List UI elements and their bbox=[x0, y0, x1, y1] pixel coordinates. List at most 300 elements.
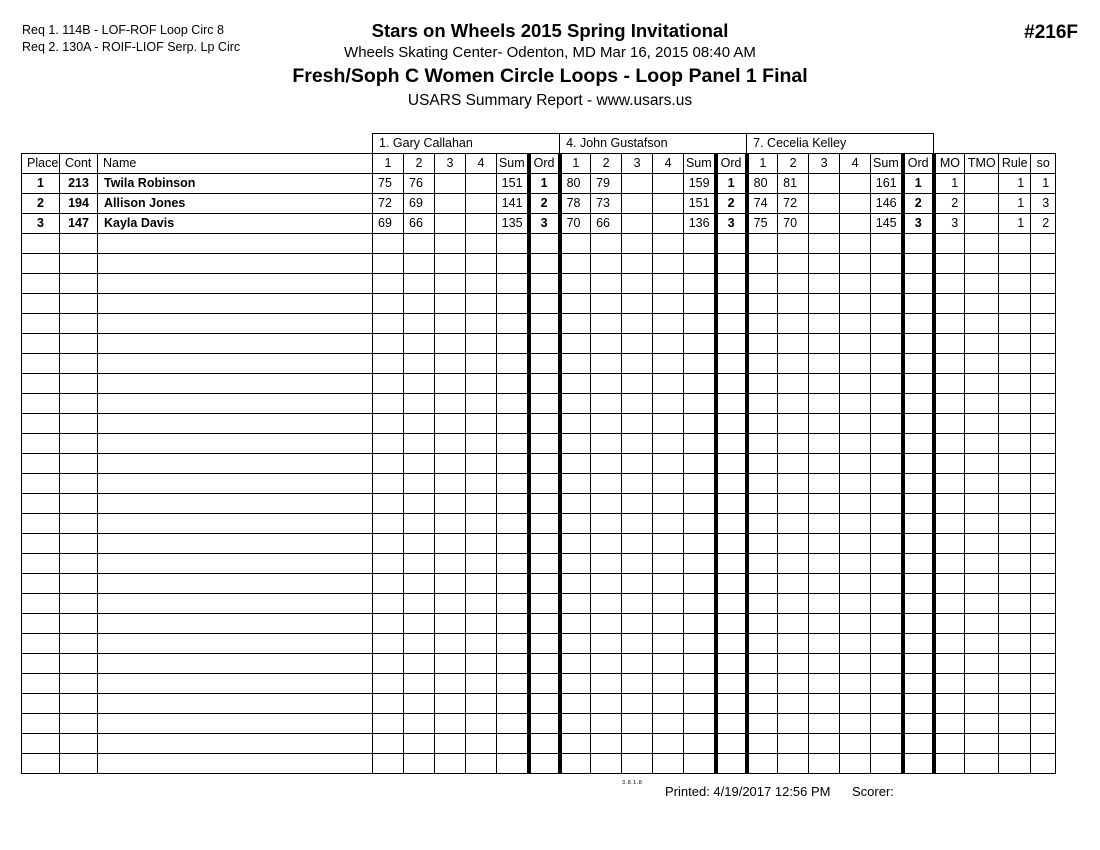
cell-blank bbox=[22, 714, 60, 734]
cell-blank bbox=[60, 654, 98, 674]
cell-j3-score-3 bbox=[809, 174, 840, 194]
cell-blank bbox=[373, 534, 404, 554]
cell-blank bbox=[560, 354, 591, 374]
cell-blank bbox=[404, 434, 435, 454]
cell-blank bbox=[778, 714, 809, 734]
cell-blank bbox=[560, 454, 591, 474]
cell-blank bbox=[716, 414, 747, 434]
header-cont: Cont bbox=[60, 154, 98, 174]
cell-blank bbox=[22, 754, 60, 774]
cell-blank bbox=[529, 694, 560, 714]
cell-blank bbox=[22, 274, 60, 294]
cell-blank bbox=[373, 434, 404, 454]
cell-blank bbox=[591, 494, 622, 514]
scorer-label: Scorer: bbox=[852, 784, 894, 799]
cell-blank bbox=[778, 354, 809, 374]
cell-blank bbox=[965, 334, 999, 354]
cell-blank bbox=[60, 234, 98, 254]
cell-blank bbox=[497, 514, 529, 534]
cell-blank bbox=[653, 534, 684, 554]
cell-blank bbox=[934, 734, 965, 754]
cell-blank bbox=[903, 454, 934, 474]
cell-blank bbox=[871, 614, 903, 634]
cell-blank bbox=[98, 314, 373, 334]
cell-blank bbox=[373, 474, 404, 494]
cell-blank bbox=[529, 534, 560, 554]
cell-blank bbox=[871, 434, 903, 454]
cell-tmo bbox=[965, 194, 999, 214]
cell-blank bbox=[404, 234, 435, 254]
table-row-blank bbox=[22, 574, 1056, 594]
cell-blank bbox=[529, 574, 560, 594]
cell-blank bbox=[871, 534, 903, 554]
cell-blank bbox=[778, 594, 809, 614]
cell-blank bbox=[840, 734, 871, 754]
cell-blank bbox=[716, 374, 747, 394]
cell-blank bbox=[1031, 474, 1056, 494]
cell-blank bbox=[716, 314, 747, 334]
cell-blank bbox=[903, 734, 934, 754]
build-id: 3.8.1.8 bbox=[622, 780, 643, 786]
cell-blank bbox=[684, 554, 716, 574]
cell-blank bbox=[98, 714, 373, 734]
cell-tmo bbox=[965, 214, 999, 234]
cell-blank bbox=[871, 654, 903, 674]
cell-place: 3 bbox=[22, 214, 60, 234]
cell-blank bbox=[497, 314, 529, 334]
cell-j2-score-4 bbox=[653, 214, 684, 234]
cell-blank bbox=[903, 674, 934, 694]
cell-blank bbox=[466, 434, 497, 454]
cell-blank bbox=[809, 574, 840, 594]
cell-blank bbox=[778, 574, 809, 594]
cell-blank bbox=[497, 574, 529, 594]
cell-blank bbox=[22, 314, 60, 334]
cell-blank bbox=[999, 414, 1031, 434]
cell-blank bbox=[716, 554, 747, 574]
cell-blank bbox=[1031, 654, 1056, 674]
cell-blank bbox=[560, 474, 591, 494]
cell-j1-score-2: 76 bbox=[404, 174, 435, 194]
cell-blank bbox=[60, 374, 98, 394]
requirements-block bbox=[22, 22, 240, 56]
cell-blank bbox=[466, 634, 497, 654]
cell-blank bbox=[716, 574, 747, 594]
cell-blank bbox=[466, 554, 497, 574]
judge-name-3: 7. Cecelia Kelley bbox=[747, 134, 934, 154]
cell-blank bbox=[466, 314, 497, 334]
cell-blank bbox=[373, 594, 404, 614]
cell-j2-ord: 1 bbox=[716, 174, 747, 194]
cell-blank bbox=[497, 534, 529, 554]
cell-blank bbox=[903, 334, 934, 354]
cell-blank bbox=[747, 654, 778, 674]
cell-blank bbox=[560, 574, 591, 594]
cell-blank bbox=[435, 274, 466, 294]
cell-blank bbox=[934, 594, 965, 614]
header-rule: Rule bbox=[999, 154, 1031, 174]
table-row-blank bbox=[22, 374, 1056, 394]
cell-blank bbox=[747, 474, 778, 494]
cell-blank bbox=[809, 674, 840, 694]
cell-blank bbox=[497, 734, 529, 754]
cell-blank bbox=[840, 434, 871, 454]
cell-blank bbox=[684, 334, 716, 354]
cell-blank bbox=[466, 654, 497, 674]
cell-blank bbox=[591, 574, 622, 594]
cell-blank bbox=[622, 614, 653, 634]
cell-blank bbox=[560, 754, 591, 774]
cell-blank bbox=[497, 274, 529, 294]
cell-j3-ord: 1 bbox=[903, 174, 934, 194]
cell-blank bbox=[1031, 574, 1056, 594]
header-so: so bbox=[1031, 154, 1056, 174]
cell-j2-score-4 bbox=[653, 194, 684, 214]
cell-blank bbox=[903, 594, 934, 614]
cell-blank bbox=[435, 734, 466, 754]
cell-blank bbox=[404, 614, 435, 634]
cell-blank bbox=[622, 754, 653, 774]
cell-blank bbox=[373, 554, 404, 574]
cell-blank bbox=[684, 394, 716, 414]
cell-blank bbox=[560, 334, 591, 354]
cell-blank bbox=[373, 334, 404, 354]
cell-blank bbox=[404, 454, 435, 474]
header-mo: MO bbox=[934, 154, 965, 174]
cell-blank bbox=[778, 514, 809, 534]
cell-blank bbox=[404, 334, 435, 354]
cell-blank bbox=[840, 394, 871, 414]
cell-blank bbox=[965, 534, 999, 554]
cell-j3-ord: 3 bbox=[903, 214, 934, 234]
cell-blank bbox=[560, 274, 591, 294]
cell-blank bbox=[871, 334, 903, 354]
cell-blank bbox=[716, 694, 747, 714]
cell-blank bbox=[747, 454, 778, 474]
cell-blank bbox=[965, 434, 999, 454]
cell-blank bbox=[778, 754, 809, 774]
table-row-blank bbox=[22, 494, 1056, 514]
cell-blank bbox=[965, 314, 999, 334]
cell-blank bbox=[809, 634, 840, 654]
table-row-blank bbox=[22, 474, 1056, 494]
cell-blank bbox=[373, 454, 404, 474]
cell-blank bbox=[98, 394, 373, 414]
cell-blank bbox=[809, 254, 840, 274]
cell-blank bbox=[778, 254, 809, 274]
cell-j2-ord: 2 bbox=[716, 194, 747, 214]
cell-blank bbox=[747, 394, 778, 414]
cell-blank bbox=[840, 254, 871, 274]
cell-blank bbox=[809, 694, 840, 714]
cell-blank bbox=[903, 494, 934, 514]
cell-blank bbox=[497, 374, 529, 394]
cell-blank bbox=[60, 434, 98, 454]
cell-blank bbox=[809, 654, 840, 674]
cell-blank bbox=[684, 674, 716, 694]
cell-j2-ord: 3 bbox=[716, 214, 747, 234]
cell-blank bbox=[716, 734, 747, 754]
cell-blank bbox=[591, 414, 622, 434]
cell-blank bbox=[404, 274, 435, 294]
cell-blank bbox=[1031, 534, 1056, 554]
cell-blank bbox=[965, 294, 999, 314]
cell-blank bbox=[497, 754, 529, 774]
cell-blank bbox=[529, 314, 560, 334]
cell-blank bbox=[684, 414, 716, 434]
cell-blank bbox=[60, 294, 98, 314]
cell-blank bbox=[60, 734, 98, 754]
cell-blank bbox=[529, 474, 560, 494]
cell-blank bbox=[591, 754, 622, 774]
cell-blank bbox=[684, 234, 716, 254]
cell-blank bbox=[98, 254, 373, 274]
table-row-blank bbox=[22, 334, 1056, 354]
cell-blank bbox=[747, 314, 778, 334]
cell-blank bbox=[778, 454, 809, 474]
cell-blank bbox=[466, 734, 497, 754]
cell-blank bbox=[871, 394, 903, 414]
cell-mo: 2 bbox=[934, 194, 965, 214]
cell-blank bbox=[404, 754, 435, 774]
cell-blank bbox=[778, 694, 809, 714]
table-row-blank bbox=[22, 234, 1056, 254]
cell-blank bbox=[965, 634, 999, 654]
cell-blank bbox=[747, 534, 778, 554]
cell-blank bbox=[466, 674, 497, 694]
cell-blank bbox=[778, 334, 809, 354]
cell-blank bbox=[404, 314, 435, 334]
cell-j3-sum: 161 bbox=[871, 174, 903, 194]
cell-blank bbox=[747, 694, 778, 714]
cell-blank bbox=[778, 434, 809, 454]
cell-blank bbox=[60, 554, 98, 574]
cell-blank bbox=[497, 254, 529, 274]
cell-blank bbox=[560, 534, 591, 554]
cell-blank bbox=[999, 634, 1031, 654]
cell-blank bbox=[435, 614, 466, 634]
table-row-blank bbox=[22, 454, 1056, 474]
cell-blank bbox=[871, 554, 903, 574]
cell-blank bbox=[22, 514, 60, 534]
cell-blank bbox=[778, 634, 809, 654]
cell-blank bbox=[404, 494, 435, 514]
cell-blank bbox=[497, 494, 529, 514]
judge-band-spacer-right bbox=[934, 134, 1056, 154]
cell-blank bbox=[716, 534, 747, 554]
cell-blank bbox=[653, 674, 684, 694]
cell-blank bbox=[373, 634, 404, 654]
cell-blank bbox=[435, 554, 466, 574]
cell-blank bbox=[529, 394, 560, 414]
cell-blank bbox=[903, 394, 934, 414]
cell-j1-score-3 bbox=[435, 174, 466, 194]
header-j1-score-2: 2 bbox=[404, 154, 435, 174]
report-subtitle: USARS Summary Report - www.usars.us bbox=[407, 92, 693, 109]
cell-blank bbox=[1031, 454, 1056, 474]
cell-blank bbox=[903, 554, 934, 574]
cell-blank bbox=[22, 554, 60, 574]
cell-blank bbox=[1031, 434, 1056, 454]
cell-blank bbox=[60, 474, 98, 494]
cell-blank bbox=[622, 234, 653, 254]
cell-blank bbox=[60, 634, 98, 654]
judge-band-spacer-left bbox=[22, 134, 373, 154]
cell-blank bbox=[373, 354, 404, 374]
cell-blank bbox=[466, 454, 497, 474]
cell-blank bbox=[747, 594, 778, 614]
cell-blank bbox=[871, 574, 903, 594]
cell-blank bbox=[903, 294, 934, 314]
cell-blank bbox=[871, 494, 903, 514]
cell-skater-name: Allison Jones bbox=[98, 194, 373, 214]
table-row-blank bbox=[22, 734, 1056, 754]
cell-blank bbox=[871, 314, 903, 334]
cell-blank bbox=[809, 274, 840, 294]
cell-blank bbox=[934, 434, 965, 454]
cell-blank bbox=[529, 454, 560, 474]
cell-blank bbox=[1031, 734, 1056, 754]
cell-blank bbox=[716, 334, 747, 354]
cell-blank bbox=[809, 234, 840, 254]
cell-blank bbox=[934, 314, 965, 334]
cell-blank bbox=[591, 434, 622, 454]
cell-blank bbox=[60, 614, 98, 634]
cell-blank bbox=[529, 254, 560, 274]
cell-j3-sum: 146 bbox=[871, 194, 903, 214]
cell-blank bbox=[965, 654, 999, 674]
cell-blank bbox=[965, 594, 999, 614]
cell-blank bbox=[373, 274, 404, 294]
cell-blank bbox=[497, 414, 529, 434]
cell-blank bbox=[435, 414, 466, 434]
cell-blank bbox=[591, 374, 622, 394]
cell-place: 2 bbox=[22, 194, 60, 214]
cell-blank bbox=[653, 574, 684, 594]
cell-place: 1 bbox=[22, 174, 60, 194]
cell-blank bbox=[22, 354, 60, 374]
cell-blank bbox=[903, 374, 934, 394]
table-row-blank bbox=[22, 674, 1056, 694]
cell-blank bbox=[999, 514, 1031, 534]
cell-blank bbox=[684, 274, 716, 294]
cell-blank bbox=[653, 314, 684, 334]
cell-blank bbox=[60, 254, 98, 274]
cell-blank bbox=[653, 514, 684, 534]
cell-j3-score-1: 74 bbox=[747, 194, 778, 214]
cell-blank bbox=[466, 374, 497, 394]
cell-blank bbox=[684, 514, 716, 534]
cell-blank bbox=[404, 394, 435, 414]
cell-blank bbox=[1031, 294, 1056, 314]
cell-blank bbox=[622, 474, 653, 494]
header-j1-score-4: 4 bbox=[466, 154, 497, 174]
cell-blank bbox=[1031, 714, 1056, 734]
cell-blank bbox=[809, 534, 840, 554]
cell-blank bbox=[1031, 694, 1056, 714]
header-j2-score-3: 3 bbox=[622, 154, 653, 174]
cell-blank bbox=[22, 234, 60, 254]
cell-blank bbox=[404, 674, 435, 694]
cell-blank bbox=[840, 374, 871, 394]
cell-blank bbox=[560, 494, 591, 514]
cell-blank bbox=[809, 374, 840, 394]
cell-blank bbox=[1031, 594, 1056, 614]
cell-blank bbox=[840, 674, 871, 694]
cell-skater-name: Twila Robinson bbox=[98, 174, 373, 194]
cell-blank bbox=[840, 594, 871, 614]
cell-blank bbox=[653, 594, 684, 614]
cell-blank bbox=[965, 514, 999, 534]
cell-blank bbox=[622, 294, 653, 314]
cell-blank bbox=[809, 734, 840, 754]
cell-blank bbox=[373, 614, 404, 634]
cell-blank bbox=[684, 574, 716, 594]
cell-blank bbox=[60, 594, 98, 614]
cell-blank bbox=[22, 254, 60, 274]
cell-blank bbox=[373, 314, 404, 334]
cell-blank bbox=[965, 734, 999, 754]
cell-blank bbox=[435, 514, 466, 534]
cell-blank bbox=[653, 694, 684, 714]
cell-blank bbox=[747, 334, 778, 354]
header-j3-score-3: 3 bbox=[809, 154, 840, 174]
cell-blank bbox=[778, 414, 809, 434]
cell-blank bbox=[435, 314, 466, 334]
cell-blank bbox=[404, 594, 435, 614]
cell-j3-score-2: 81 bbox=[778, 174, 809, 194]
cell-blank bbox=[560, 734, 591, 754]
cell-blank bbox=[591, 354, 622, 374]
cell-blank bbox=[529, 234, 560, 254]
cell-blank bbox=[466, 574, 497, 594]
cell-blank bbox=[560, 254, 591, 274]
header-j3-score-4: 4 bbox=[840, 154, 871, 174]
cell-j2-score-1: 70 bbox=[560, 214, 591, 234]
cell-blank bbox=[60, 314, 98, 334]
cell-blank bbox=[1031, 274, 1056, 294]
table-row-blank bbox=[22, 294, 1056, 314]
cell-blank bbox=[373, 734, 404, 754]
cell-blank bbox=[871, 234, 903, 254]
cell-blank bbox=[404, 734, 435, 754]
event-title: Fresh/Soph C Women Circle Loops - Loop Panel 1 Final bbox=[292, 65, 808, 87]
table-row bbox=[22, 214, 1056, 234]
cell-blank bbox=[529, 554, 560, 574]
cell-blank bbox=[747, 294, 778, 314]
cell-blank bbox=[716, 254, 747, 274]
cell-blank bbox=[934, 674, 965, 694]
cell-j3-score-3 bbox=[809, 194, 840, 214]
cell-blank bbox=[98, 454, 373, 474]
cell-blank bbox=[778, 294, 809, 314]
cell-j1-score-2: 66 bbox=[404, 214, 435, 234]
cell-blank bbox=[622, 534, 653, 554]
cell-j1-sum: 135 bbox=[497, 214, 529, 234]
cell-j1-ord: 2 bbox=[529, 194, 560, 214]
cell-blank bbox=[60, 694, 98, 714]
cell-j2-score-3 bbox=[622, 214, 653, 234]
cell-blank bbox=[466, 534, 497, 554]
cell-blank bbox=[622, 694, 653, 714]
cell-j2-score-3 bbox=[622, 174, 653, 194]
cell-blank bbox=[716, 434, 747, 454]
cell-blank bbox=[1031, 234, 1056, 254]
cell-blank bbox=[622, 514, 653, 534]
cell-tmo bbox=[965, 174, 999, 194]
cell-blank bbox=[1031, 554, 1056, 574]
cell-blank bbox=[466, 594, 497, 614]
